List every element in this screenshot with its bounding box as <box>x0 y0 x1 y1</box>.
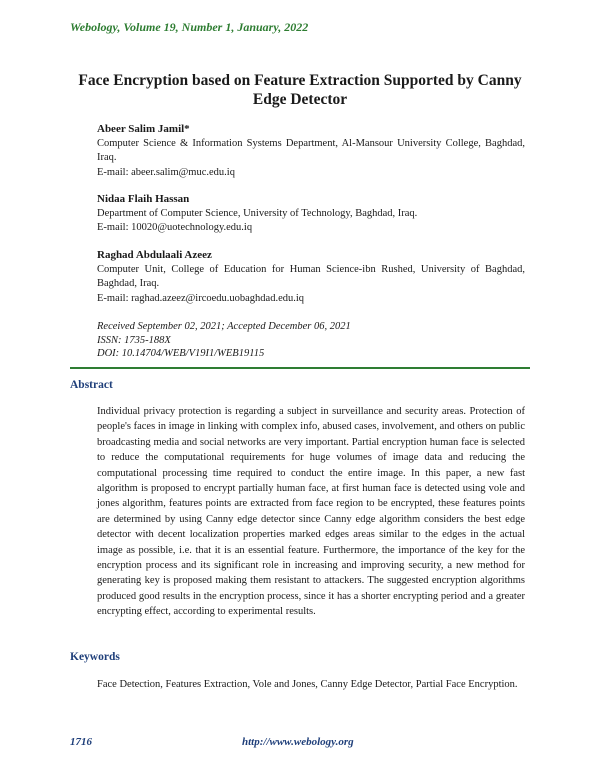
paper-title: Face Encryption based on Feature Extraction Supported by Canny Edge Detector <box>78 72 522 108</box>
author-block-2 <box>97 192 525 236</box>
doi: DOI: 10.14704/WEB/V19I1/WEB19115 <box>97 348 265 359</box>
keywords-heading: Keywords <box>70 651 120 663</box>
author-block-1 <box>97 122 525 180</box>
issn: ISSN: 1735-188X <box>97 334 171 346</box>
author-email: E-mail: abeer.salim@muc.edu.iq <box>97 166 235 178</box>
journal-header: Webology, Volume 19, Number 1, January, 2022 <box>70 20 309 34</box>
author-email: E-mail: 10020@uotechnology.edu.iq <box>97 222 253 234</box>
author-name: Nidaa Flaih Hassan <box>97 193 190 205</box>
abstract-heading: Abstract <box>70 379 113 391</box>
section-divider <box>70 367 530 369</box>
author-email: E-mail: raghad.azeez@ircoedu.uobaghdad.edu.iq <box>97 292 305 304</box>
author-affiliation: Department of Computer Science, University of Technology, Baghdad, Iraq. <box>97 208 418 220</box>
author-block-3 <box>97 248 525 306</box>
author-affiliation: Computer Unit, College of Education for Human Science-ibn Rushed, University of Baghdad, Baghdad, Iraq. <box>97 264 525 290</box>
author-name: Abeer Salim Jamil* <box>97 123 190 135</box>
author-name: Raghad Abdulaali Azeez <box>97 249 212 261</box>
journal-url-link[interactable]: http://www.webology.org <box>242 736 354 748</box>
keywords-body: Face Detection, Features Extraction, Vole and Jones, Canny Edge Detector, Partial Face Encryption. <box>97 679 518 690</box>
received-accepted-dates: Received September 02, 2021; Accepted December 06, 2021 <box>97 321 351 332</box>
publication-meta <box>97 320 351 361</box>
abstract-body: Individual privacy protection is regarding a subject in surveillance and security areas. Protection of people's faces in image in linking with complex info, abused cases, involvement, and others on public broadcasting media and social networks are very important. Partial encryption human face is selected to reduce the computational requirements for huge volumes of image data and reducing the computational processing time required to conduct the entire image. In this paper, a new fast algorithm is proposed to encrypt partially human face, at first human face is detected using vole and jones algorithm, features points are extracted from face region to be encrypted, these features points are determined by using Canny edge detector since Canny edge algorithm considers the best edge detector with decent localization properties marked edges areas similar to the edges in the actual image as possible, i.e. that it is an essential feature. Furthermore, the importance of the key for the encryption process and its significant role in increasing and improving security, a new method for generating key is proposed making them resistant to attackers. The suggested encryption algorithms produced good results in the encryption process, since it has a shorter encrypting period and a greater encrypting effect, according to experimental results. <box>97 406 525 618</box>
page-number: 1716 <box>70 736 92 748</box>
author-affiliation: Computer Science & Information Systems Department, Al-Mansour University College, Baghdad, Iraq. <box>97 138 525 164</box>
